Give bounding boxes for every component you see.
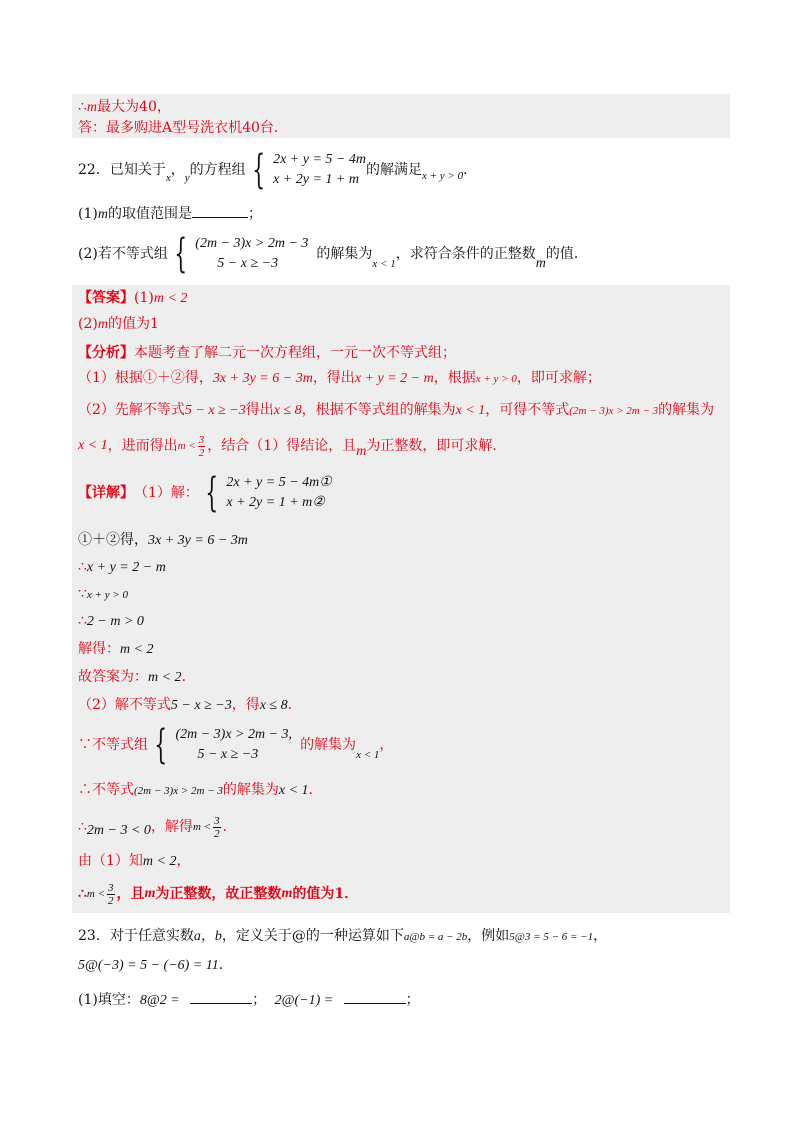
text: ，解得 [150,819,193,835]
math-example: 5@(−3) = 5 − (−6) = 11 [78,958,219,973]
text: ，得 [231,697,260,713]
text: ，例如 [467,928,510,944]
therefore-symbol: ∴ [78,99,87,115]
text: 最大为40， [97,99,171,115]
math-vars: a，b [193,929,222,944]
left-brace: { [154,722,168,768]
math: x < 1 [78,438,108,453]
text: 的解满足 [365,162,422,178]
math-condition: x + y > 0 [421,170,464,182]
text: ，定义关于@的一种运算如下 [221,928,404,944]
math: m < [86,888,106,900]
math-var: x [165,172,171,184]
text: ，即可求解； [516,370,601,386]
math: m < [177,440,196,452]
math: x + y = 2 − m [354,371,434,386]
inequality-system [168,231,309,277]
math: m < [192,821,212,833]
text: 故答案为： [78,669,148,685]
math-var: m [86,100,98,115]
text: 为正整数，故正整数 [155,886,282,902]
left-brace: { [205,470,219,516]
fraction [107,882,115,907]
text: ，结合（1）得结论，且 [207,438,357,454]
numerator: 3 [214,814,220,827]
text: 由（1）知 [78,853,143,869]
therefore-symbol: ∴ [78,819,87,835]
q23-stem [78,926,607,947]
therefore-symbol: ∴ [78,613,87,629]
inequality-2: 5 − x ≥ −3 [197,747,259,762]
text: 的取值范围是 [107,206,192,222]
detail-line-9 [78,723,393,767]
text: ， [379,737,394,753]
math: m < 2 [148,670,182,685]
math: (2m − 3)x > 2m − 3 [134,785,223,797]
text: ， [170,162,185,178]
equation-2: x + 2y = 1 + m② [226,495,325,510]
text: 的方程组 [189,162,246,178]
text: 的值为 [107,316,150,332]
q22-part2 [78,233,588,275]
math: 3x + 3y = 6 − 3m [212,371,313,386]
therefore-symbol: ∴ [78,559,87,575]
math: 3x + 3y = 6 − 3m [148,533,248,548]
fraction [198,434,206,459]
text: 得出 [245,402,274,418]
math: x + y = 2 − m [86,560,166,575]
conclusion-line [78,97,171,118]
detail-line-4 [78,584,128,605]
q23-part1 [78,989,420,1011]
equation-1: 2x + y = 5 − 4m① [226,475,332,490]
text: （2）解不等式 [78,697,171,713]
text: （1）根据①＋②得， [78,370,213,386]
math: 5 − x ≥ −3 [170,698,232,713]
text: ①＋②得， [78,532,148,548]
answer-blank[interactable] [192,203,248,218]
text: ． [463,162,478,178]
math-var: m [97,317,108,332]
text: ， [593,928,608,944]
inequality-2: 5 − x ≥ −3 [217,256,279,271]
detail-line-6 [78,639,154,660]
math: m < 2 [153,291,188,306]
detail-line-7 [78,667,196,688]
math: x ≤ 8 [273,403,302,418]
detail-tag: 【详解】 [78,485,134,501]
detail-line-5 [78,611,144,632]
text: （2）先解不等式 [78,402,185,418]
text: 的解集为 [316,246,373,262]
text: ． [308,782,323,798]
text: 23．对于任意实数 [78,928,194,944]
text: 本题考查了解二元一次方程组，一元一次不等式组； [134,345,456,361]
math-definition: a@b = a − 2b [403,931,468,943]
text: （1）解： [134,485,199,501]
text: ，根据不等式组的解集为 [301,402,456,418]
text: ，根据 [433,370,476,386]
detail-line-8 [78,695,302,716]
text: ； [252,992,267,1008]
text: 的值． [545,246,588,262]
therefore-symbol: ∴ [78,886,87,902]
math: 2m − 3 < 0 [86,823,151,838]
math-var: y [184,172,190,184]
text: ； [405,992,420,1008]
text: ，进而得出 [107,438,178,454]
math-var: m [356,444,367,459]
answer-line-2 [78,314,159,335]
detail-line-12 [78,851,190,872]
answer-tag: 【答案】 [78,290,134,306]
text: ∵不等式组 [78,737,148,753]
final-answer-line: 答：最多购进A型号洗衣机40台． [78,120,288,136]
math-example: 5@3 = 5 − 6 = −1 [509,931,594,943]
q23-example-2 [78,955,233,976]
analysis-line-1 [78,368,601,389]
text: (2) [78,316,98,332]
answer-blank[interactable] [344,989,406,1004]
inequality-system [148,722,293,768]
math: x ≤ 8 [259,698,288,713]
text: 的解集为 [222,782,279,798]
denominator: 2 [214,827,220,840]
text: ，可得不等式 [485,402,570,418]
text: 的解集为 [300,737,357,753]
text: 解得： [78,641,120,657]
math: 2 − m > 0 [86,614,144,629]
detail-line-11 [78,810,237,844]
math: 8@2 = [139,993,180,1008]
answer-blank[interactable] [190,989,252,1004]
text: ； [247,206,262,222]
math-var: m [281,886,293,901]
inequality-1: (2m − 3)x > 2m − 3 [195,236,309,251]
text: ． [181,669,196,685]
text: (1) [78,206,98,222]
text: ∴不等式 [78,782,134,798]
equation-system [199,470,332,516]
math: x < 1 [356,749,380,761]
detail-line-3 [78,557,166,578]
left-brace: { [174,231,187,277]
equation-system [246,147,366,193]
math: 2@(−1) = [274,993,334,1008]
analysis-line-3 [78,428,506,464]
math: x < 1 [455,403,486,418]
text: ，且 [116,886,145,902]
math: x + y > 0 [475,373,517,385]
math-var: m [144,886,156,901]
because-symbol: ∵ [78,586,87,602]
detail-line-10 [78,780,323,801]
detail-line-2 [78,530,248,551]
q22-part1 [78,203,262,225]
math: 5 − x ≥ −3 [184,403,246,418]
numerator: 3 [108,881,114,894]
denominator: 2 [198,446,205,459]
text: 的值为1． [292,886,359,902]
q22-stem [78,147,478,193]
math: x < 1 [278,783,309,798]
analysis-tag: 【分析】 [78,345,134,361]
text: ，求符合条件的正整数 [395,246,536,262]
text: (1) [134,290,154,306]
text: 的解集为 [658,402,715,418]
text: ，得出 [312,370,355,386]
fraction [213,815,221,840]
text: 22．已知关于 [78,162,166,178]
math: x + y > 0 [86,589,129,601]
numerator: 3 [198,433,205,446]
analysis-line-2 [78,400,714,421]
math: (2m − 3)x > 2m − 3 [569,405,659,417]
equation-1: 2x + y = 5 − 4m [273,152,366,167]
text: 为正整数，即可求解． [366,438,507,454]
math: 1 [149,316,159,332]
text: ． [218,957,233,973]
left-brace: { [251,147,265,193]
answer-line-1 [78,288,187,309]
math: m < 2 [142,854,177,869]
text: (1)填空： [78,992,140,1008]
text: ． [222,819,237,835]
detail-line-13 [78,876,358,912]
detail-line-1 [78,472,332,514]
text: (2)若不等式组 [78,246,168,262]
inequality-1: (2m − 3)x > 2m − 3, [175,727,293,742]
equation-2: x + 2y = 1 + m [273,172,359,187]
math-var: m [535,256,546,271]
text: ． [287,697,302,713]
math-solution: x < 1 [372,258,396,270]
math: m < 2 [120,642,154,657]
text: ， [176,853,191,869]
denominator: 2 [108,894,114,907]
math-var: m [97,207,108,222]
analysis-intro [78,343,456,363]
